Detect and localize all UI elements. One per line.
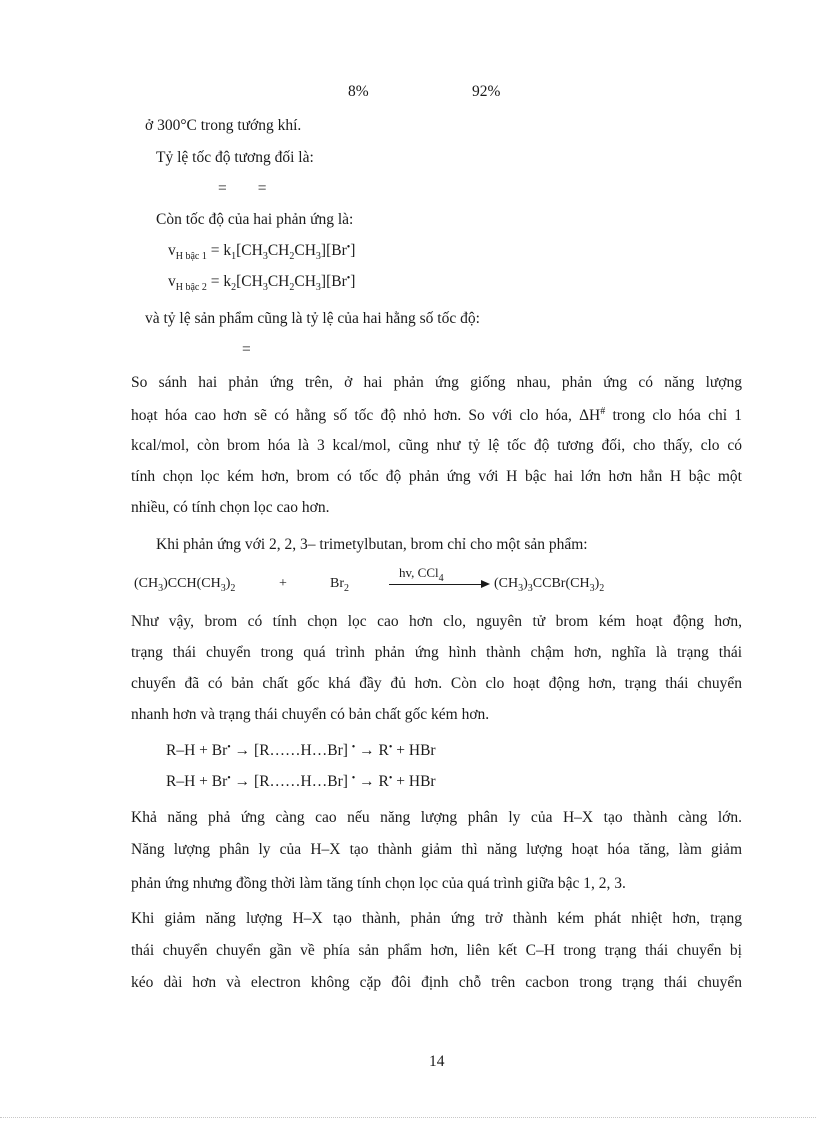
rate-equation-primary: $v_{H bậc 1} = k_1[CH_3CH_2CH_3][Br^•]$ xyxy=(168,242,356,262)
reactant: $(CH_3)CCH(CH_3)_2$ xyxy=(134,576,236,594)
reaction-conditions: hv, CCl$_4$ xyxy=(399,565,444,584)
page-edge-divider xyxy=(0,1117,816,1118)
plus-sign: + xyxy=(279,576,287,591)
blank-equation: = = xyxy=(218,180,267,197)
blank-equation: = xyxy=(242,341,251,358)
paragraph-line: Năng lượng phân ly của H–X tạo thành giảm thì năng lượng hoạt hóa tăng, làm giảm xyxy=(131,841,742,858)
percent-primary: 8% xyxy=(348,83,369,100)
paragraph-line: nhiều, có tính chọn lọc cao hơn. xyxy=(131,499,330,516)
mechanism-step: R–H + Br• → [R……H…Br] • → R• + HBr xyxy=(166,773,436,790)
paragraph-line: Khi giảm năng lượng H–X tạo thành, phản ứng trở thành kém phát nhiệt hơn, trạng xyxy=(131,910,742,927)
percent-secondary: 92% xyxy=(472,83,501,100)
page-number: 14 xyxy=(429,1053,445,1070)
text-line: ở 300°C trong tướng khí. xyxy=(145,117,302,134)
reaction-arrow-icon xyxy=(389,584,483,585)
rate-equation-secondary: $v_{H bậc 2} = k_2[CH_3CH_2CH_3][Br^•]$ xyxy=(168,273,356,293)
paragraph-line: phản ứng nhưng đồng thời làm tăng tính chọn lọc của quá trình giữa bậc 1, 2, 3. xyxy=(131,875,626,892)
paragraph-line: trạng thái chuyển trong quá trình phản ứng hình thành chậm hơn, nghĩa là trạng thái xyxy=(131,644,742,661)
paragraph-line: chuyển đã có bản chất gốc khá đầy đủ hơn. Còn clo hoạt động hơn, trạng thái chuyển xyxy=(131,675,742,692)
paragraph-line: kéo dài hơn và electron không cặp đôi định chỗ trên cacbon trong trạng thái chuyển xyxy=(131,974,742,991)
text-line: và tỷ lệ sản phẩm cũng là tỷ lệ của hai hằng số tốc độ: xyxy=(145,310,480,327)
paragraph-line: nhanh hơn và trạng thái chuyển có bản chất gốc kém hơn. xyxy=(131,706,490,723)
paragraph-line: So sánh hai phản ứng trên, ở hai phản ứng giống nhau, phản ứng có năng lượng xyxy=(131,374,742,391)
paragraph-line: Khả năng phả ứng càng cao nếu năng lượng phân ly của H–X tạo thành càng lớn. xyxy=(131,809,742,826)
paragraph-line: tính chọn lọc kém hơn, brom có tốc độ phản ứng với H bậc hai lớn hơn hẳn H bậc một xyxy=(131,468,742,485)
mechanism-step: R–H + Br• → [R……H…Br] • → R• + HBr xyxy=(166,742,436,759)
paragraph-line: kcal/mol, còn brom hóa là 3 kcal/mol, cũng như tỷ lệ tốc độ tương đối, cho thấy, clo có xyxy=(131,437,742,454)
bromine-reagent: $Br_2$ xyxy=(330,576,349,594)
product: $(CH_3)_3CCBr(CH_3)_2$ xyxy=(494,576,605,594)
paragraph-line: thái chuyển chuyển gần về phía sản phẩm hơn, liên kết C–H trong trạng thái chuyển bị xyxy=(131,942,742,959)
text-line: Còn tốc độ của hai phản ứng là: xyxy=(156,211,354,228)
paragraph-line: Như vậy, brom có tính chọn lọc cao hơn clo, nguyên tử brom kém hoạt động hơn, xyxy=(131,613,742,630)
text-line: Khi phản ứng với 2, 2, 3– trimetylbutan, brom chỉ cho một sản phẩm: xyxy=(156,536,588,553)
paragraph-line: hoạt hóa cao hơn sẽ có hằng số tốc độ nhỏ hơn. So với clo hóa, ΔH# trong clo hóa chỉ 1 xyxy=(131,406,742,424)
arrow-head-icon xyxy=(481,580,490,588)
text-line: Tỷ lệ tốc độ tương đối là: xyxy=(156,149,314,166)
